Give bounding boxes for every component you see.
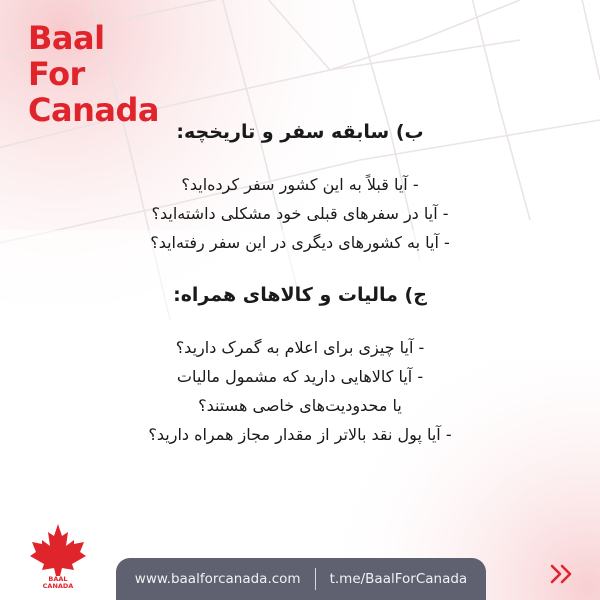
logo-text-2: CANADA [42,582,74,590]
section-b-heading: ب) سابقه سفر و تاریخچه: [176,121,424,143]
question-item: - آیا در سفرهای قبلی خود مشکلی داشته‌اید؟ [151,204,449,223]
question-item: یا محدودیت‌های خاصی هستند؟ [198,396,402,415]
telegram-link[interactable]: t.me/BaalForCanada [329,571,468,587]
website-link[interactable]: www.baalforcanada.com [134,571,301,587]
section-c-heading: ج) مالیات و کالاهای همراه: [173,284,427,306]
contact-bar [116,558,486,600]
maple-leaf-icon [22,520,94,592]
question-item: - آیا چیزی برای اعلام به گمرک دارید؟ [175,338,425,357]
question-item: - آیا به کشورهای دیگری در این سفر رفته‌اید؟ [150,233,450,252]
double-chevron-right-icon[interactable] [548,562,578,586]
question-item: - آیا قبلاً به این کشور سفر کرده‌اید؟ [181,175,419,194]
question-item: - آیا کالاهایی دارید که مشمول مالیات [176,367,424,386]
logo-text-1: BAAL [48,575,68,583]
brand-logo-text [28,20,159,128]
main-content [90,118,510,449]
brand-line-3: Canada [28,91,159,129]
brand-line-2: For [28,55,85,93]
question-item: - آیا پول نقد بالاتر از مقدار مجاز همراه دارید؟ [148,425,452,444]
brand-line-1: Baal [28,19,105,57]
